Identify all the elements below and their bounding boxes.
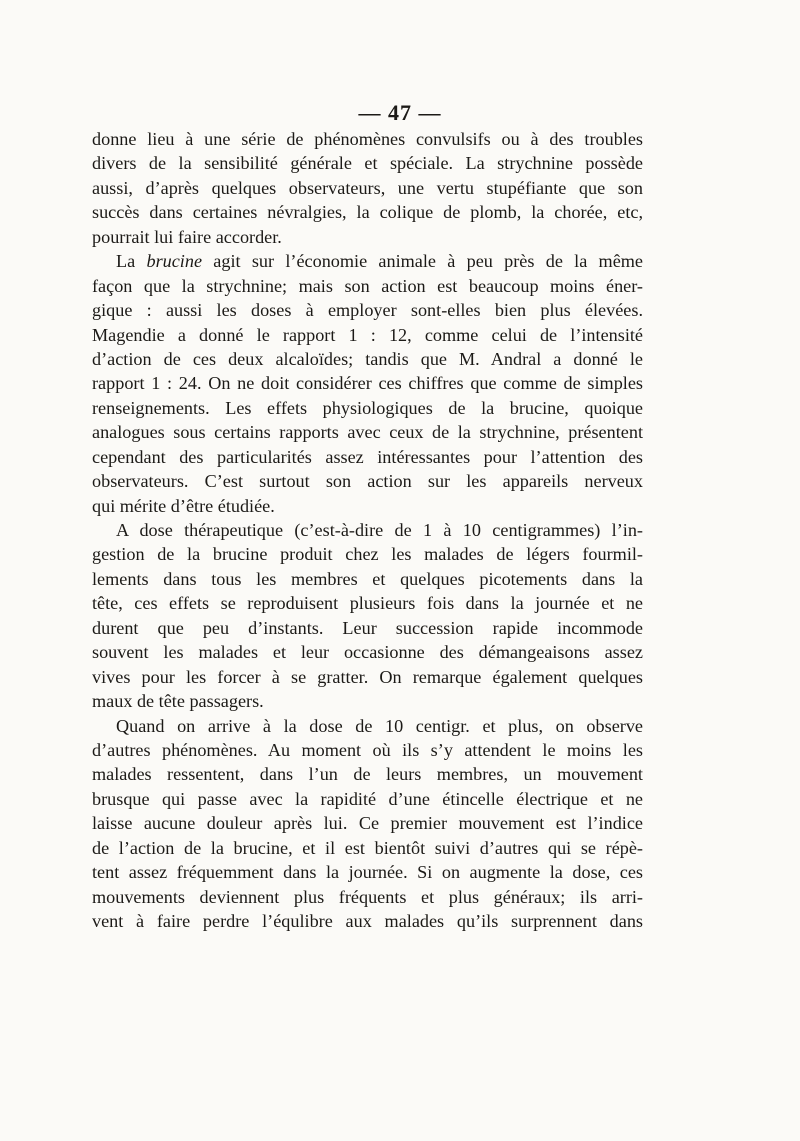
text-line: de l’action de la brucine, et il est bientôt suivi d’autres qui se répè-: [92, 837, 643, 858]
line-text: agit sur l’économie animale à peu près de la même: [202, 251, 643, 272]
page-number: — 47 —: [358, 100, 442, 125]
text-line: d’autres phénomènes. Au moment où ils s’y attendent le moins les: [92, 739, 643, 760]
text-line: vent à faire perdre l’équlibre aux malades qu’ils surprennent dans: [92, 911, 643, 931]
text-line: divers de la sensibilité générale et spéciale. La strychnine possède: [92, 153, 643, 174]
text-line: succès dans certaines névralgies, la colique de plomb, la chorée, etc,: [92, 202, 643, 223]
paragraph-end-line: pourrait lui faire accorder.: [92, 226, 282, 247]
emphasized-word: brucine: [146, 251, 203, 272]
text-line: tent assez fréquemment dans la journée. Si on augmente la dose, ces: [92, 862, 643, 883]
text-line: renseignements. Les effets physiologiques de la brucine, quoique: [92, 397, 643, 418]
text-line: Magendie a donné le rapport 1 : 12, comme celui de l’intensité: [92, 324, 643, 345]
text-line: laisse aucune douleur après lui. Ce premier mouvement est l’indice: [92, 813, 643, 834]
paragraph-start-line: [92, 249, 643, 273]
text-line: malades ressentent, dans l’un de leurs membres, un mouvement: [92, 764, 643, 785]
paragraph-start-line: Quand on arrive à la dose de 10 centigr. et plus, on observe: [116, 715, 643, 736]
line-text: La: [116, 251, 147, 272]
text-line: donne lieu à une série de phénomènes convulsifs ou à des troubles: [92, 129, 643, 149]
paragraph-end-line: maux de tête passagers.: [92, 691, 264, 712]
text-line: aussi, d’après quelques observateurs, une vertu stupéfiante que son: [92, 177, 643, 198]
text-line: vives pour les forcer à se gratter. On remarque également quelques: [92, 666, 643, 687]
text-line: lements dans tous les membres et quelques picotements dans la: [92, 568, 643, 589]
text-line: rapport 1 : 24. On ne doit considérer ces chiffres que comme de simples: [92, 373, 643, 394]
text-line: cependant des particularités assez intéressantes pour l’attention des: [92, 446, 643, 467]
text-line: brusque qui passe avec la rapidité d’une étincelle électrique et ne: [92, 788, 643, 809]
paragraph-end-line: qui mérite d’être étudiée.: [92, 495, 275, 516]
body-text: [92, 127, 643, 933]
text-line: mouvements deviennent plus fréquents et plus généraux; ils arri-: [92, 886, 643, 907]
text-line: d’action de ces deux alcaloïdes; tandis que M. Andral a donné le: [92, 348, 643, 369]
text-line: souvent les malades et leur occasionne des démangeaisons assez: [92, 642, 643, 663]
text-line: durent que peu d’instants. Leur succession rapide incommode: [92, 617, 643, 638]
text-line: observateurs. C’est surtout son action sur les appareils nerveux: [92, 471, 643, 492]
text-line: analogues sous certains rapports avec ceux de la strychnine, présentent: [92, 422, 643, 443]
paragraph-start-line: A dose thérapeutique (c’est-à-dire de 1 à 10 centigrammes) l’in-: [116, 520, 643, 540]
text-line: façon que la strychnine; mais son action est beaucoup moins éner-: [92, 275, 643, 296]
text-line: tête, ces effets se reproduisent plusieurs fois dans la journée et ne: [92, 593, 643, 614]
text-line: gique : aussi les doses à employer sont-elles bien plus élevées.: [92, 300, 643, 321]
text-line: gestion de la brucine produit chez les malades de légers fourmil-: [92, 544, 643, 565]
